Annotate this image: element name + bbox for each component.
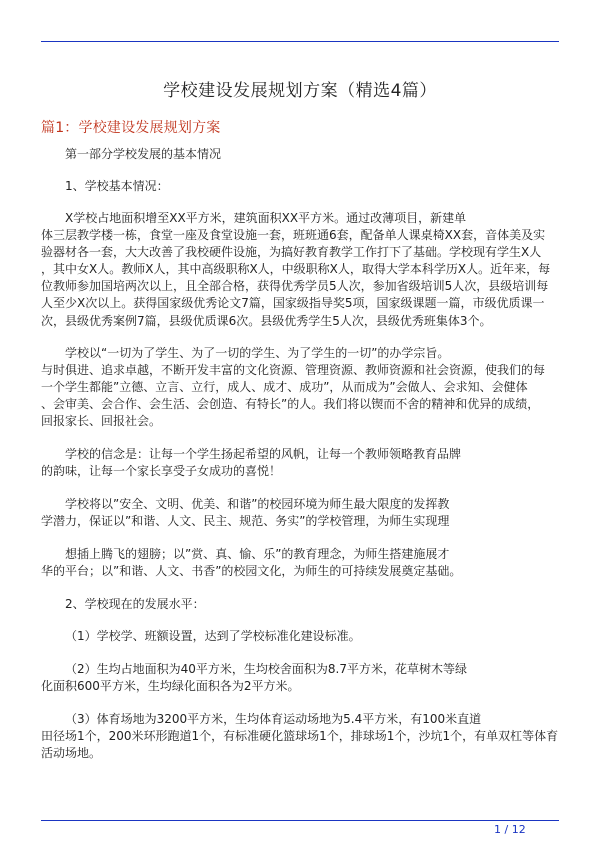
body-line: 2、学校现在的发展水平： [65,597,205,611]
body-line: 回报家长、回报社会。 [41,414,162,428]
body-line: 体三层教学楼一栋，食堂一座及食堂设施一套，班班通6套，配备单人课桌椅XX套，音体美及实 [41,228,546,242]
body-line: 第一部分学校发展的基本情况 [65,147,222,161]
body-line: 的韵味，让每一个家长享受子女成功的喜悦！ [41,464,282,478]
section-heading: 篇1：学校建设发展规划方案 [41,120,221,136]
body-line: 1、学校基本情况： [65,179,169,193]
body-line: 位教师参加国培两次以上，且全部合格，获得优秀学员5人次，参加省级培训5人次，县级培训每 [41,279,549,293]
body-line: 学校将以”安全、文明、优美、和谐”的校园环境为师生最大限度的发挥教 [65,497,450,511]
body-line: ，其中女X人。教师X人，其中高级职称X人，中级职称X人，取得大学本科学历X人。近年来，每 [41,262,551,276]
document-title: 学校建设发展规划方案（精选4篇） [163,81,437,101]
body-line: （3）体育场地为3200平方米，生均体育运动场地为5.4平方米，有100米直道 [65,712,482,726]
body-line: 学校以“一切为了学生、为了一切的学生、为了学生的一切”的办学宗旨。 [65,346,450,360]
body-line: 验器材各一套，大大改善了我校硬件设施，为搞好教育教学工作打下了基础。学校现有学生X人 [41,245,542,259]
body-line: 华的平台；以”和谐、人文、书香”的校园文化，为师生的可持续发展奠定基础。 [41,564,462,578]
footer-rule [41,820,559,821]
body-line: 人至少X次以上。获得国家级优秀论文7篇，国家级指导奖5项，国家级课题一篇，市级优质课一 [41,296,545,310]
body-line: 学校的信念是：让每一个学生扬起希望的风帆，让每一个教师领略教育品牌 [65,447,462,461]
body-line: 想插上腾飞的翅膀；以”赏、真、愉、乐”的教育理念，为师生搭建施展才 [65,547,450,561]
header-rule [41,41,559,42]
body-line: X学校占地面积增至XX平方米，建筑面积XX平方米。通过改薄项目，新建单 [65,211,467,225]
body-line: 活动场地。 [41,746,102,760]
body-line: （1）学校学、班额设置，达到了学校标准化建设标准。 [65,629,361,643]
body-line: 田径场1个，200米环形跑道1个，有标准硬化篮球场1个，排球场1个，沙坑1个，有单双杠等体育 [41,729,559,743]
body-line: 、会审美、会合作、会生活、会创造、有特长”的人。我们将以锲而不舍的精神和优异的成绩， [41,397,540,411]
body-line: 与时俱进、追求卓越，不断开发丰富的文化资源、管理资源、教师资源和社会资源，使我们的每 [41,363,546,377]
body-line: 一个学生都能”立德、立言、立行，成人、成才、成功”，从而成为”会做人、会求知、会健体 [41,380,528,394]
body-line: 次，县级优秀案例7篇，县级优质课6次。县级优秀学生5人次，县级优秀班集体3个。 [41,314,492,328]
body-line: 学潜力，保证以”和谐、人文、民主、规范、务实”的学校管理，为师生实现理 [41,514,450,528]
body-line: 化面积600平方米，生均绿化面积各为2平方米。 [41,679,300,693]
page-number: 1 / 12 [494,823,526,836]
body-line: （2）生均占地面积为40平方米，生均校舍面积为8.7平方米，花草树木等绿 [65,662,467,676]
